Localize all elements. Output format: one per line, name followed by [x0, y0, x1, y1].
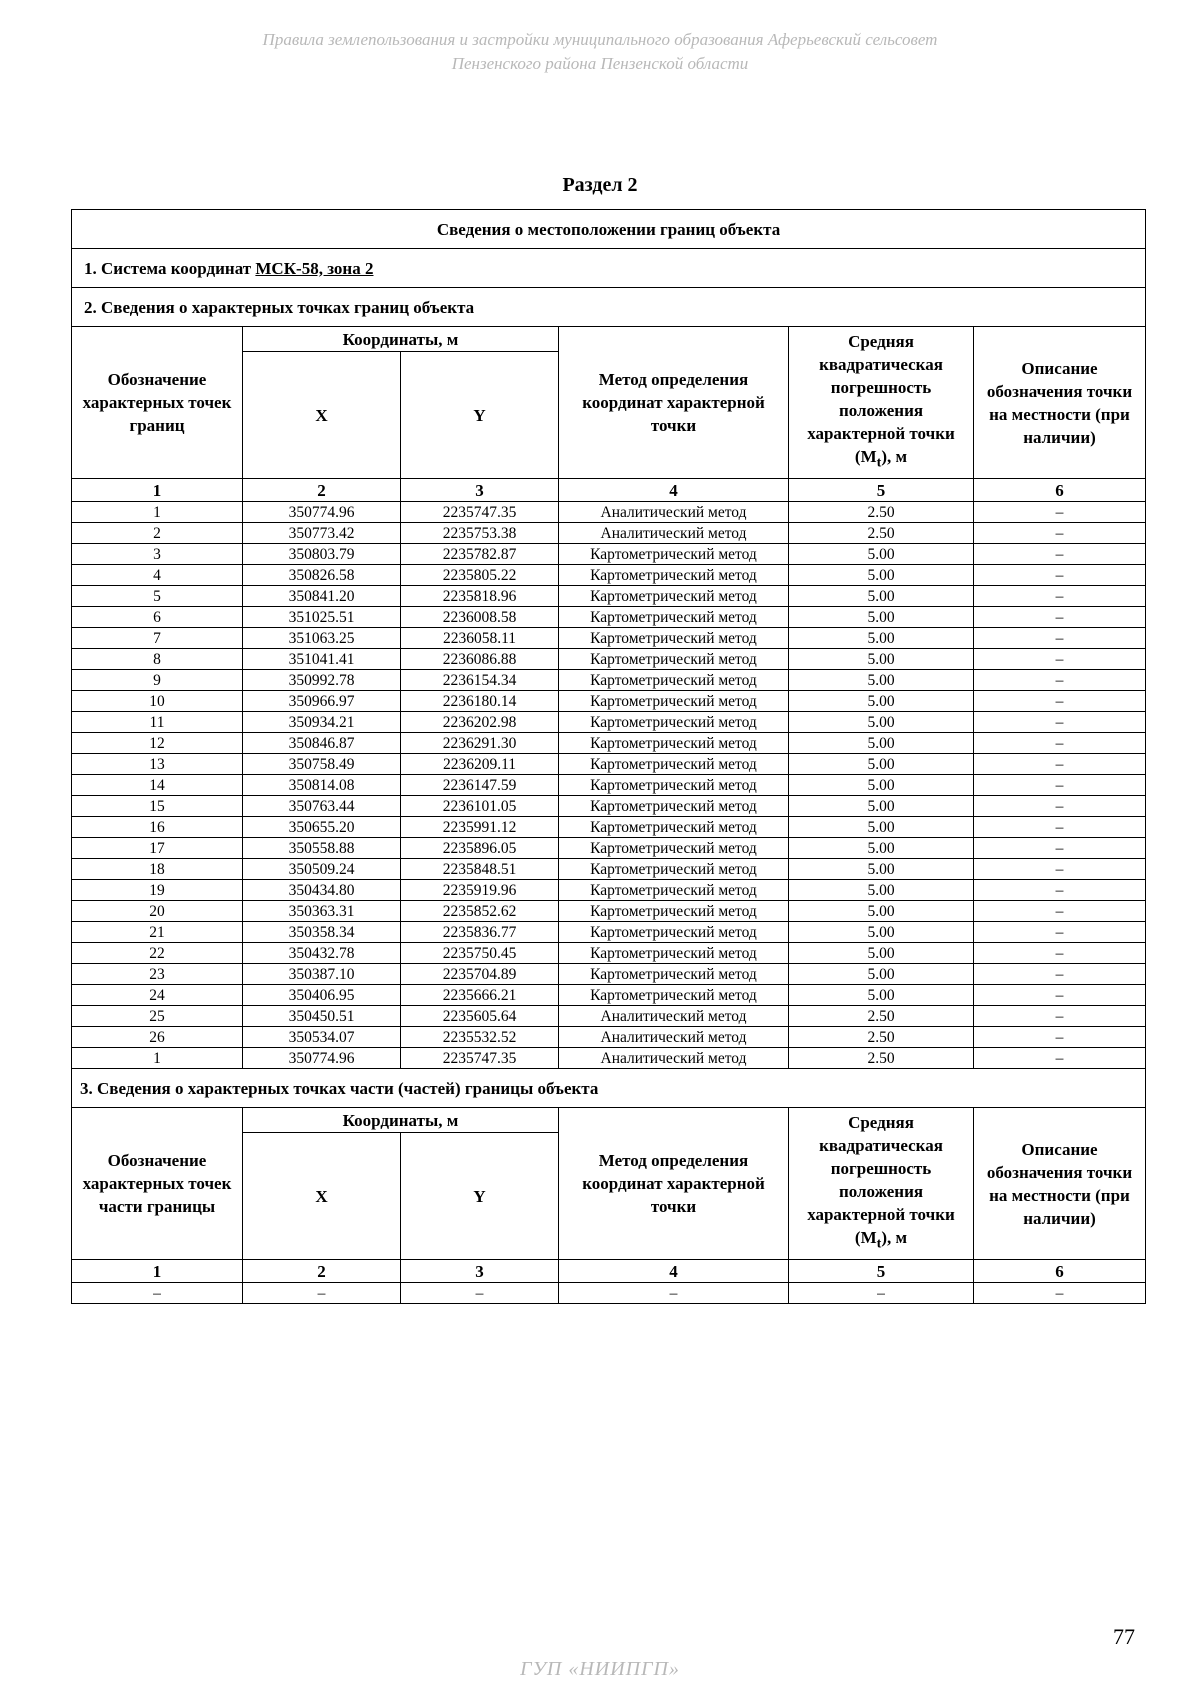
method: Аналитический метод: [559, 502, 789, 523]
description: –: [974, 544, 1146, 565]
coord-y: 2236147.59: [401, 775, 559, 796]
description: –: [974, 985, 1146, 1006]
error-value: 5.00: [789, 985, 974, 1006]
error-value: 5.00: [789, 754, 974, 775]
error-value: –: [789, 1283, 974, 1304]
coord-x: 350966.97: [243, 691, 401, 712]
header-error: Средняя квадратическая погрешность положения характерной точки $(M_t)$, м: [789, 1108, 974, 1260]
coord-y: 2235747.35: [401, 502, 559, 523]
coord-x: 350358.34: [243, 922, 401, 943]
method: Картометрический метод: [559, 712, 789, 733]
coord-x: 350363.31: [243, 901, 401, 922]
error-value: 5.00: [789, 901, 974, 922]
boundary-table: [71, 209, 1146, 1304]
error-value: 5.00: [789, 838, 974, 859]
header-y: Y: [401, 1133, 559, 1260]
error-value: 5.00: [789, 943, 974, 964]
table-row: [72, 817, 1146, 838]
points-section-title: 2. Сведения о характерных точках границ объекта: [72, 288, 1146, 327]
coord-y: 2235818.96: [401, 586, 559, 607]
method: Картометрический метод: [559, 754, 789, 775]
header-y: Y: [401, 352, 559, 479]
description: –: [974, 943, 1146, 964]
table-row: [72, 1006, 1146, 1027]
header-description: Описание обозначения точки на местности (при наличии): [974, 1108, 1146, 1260]
col-number: 2: [243, 1260, 401, 1283]
coord-x: –: [243, 1283, 401, 1304]
coord-x: 350992.78: [243, 670, 401, 691]
point-number: 5: [72, 586, 243, 607]
header-coordinates: Координаты, м: [243, 327, 559, 352]
method: Картометрический метод: [559, 628, 789, 649]
point-number: 18: [72, 859, 243, 880]
point-number: 8: [72, 649, 243, 670]
table-row: [72, 796, 1146, 817]
method: Картометрический метод: [559, 586, 789, 607]
coord-x: 351025.51: [243, 607, 401, 628]
error-value: 5.00: [789, 586, 974, 607]
description: –: [974, 754, 1146, 775]
table-row: [72, 628, 1146, 649]
coord-y: 2235805.22: [401, 565, 559, 586]
description: –: [974, 1283, 1146, 1304]
description: –: [974, 712, 1146, 733]
table-row: [72, 502, 1146, 523]
section-title: Раздел 2: [562, 174, 638, 196]
error-value: 5.00: [789, 670, 974, 691]
coord-y: 2236008.58: [401, 607, 559, 628]
point-number: 10: [72, 691, 243, 712]
table-row: [72, 1048, 1146, 1069]
header-designation-part: Обозначение характерных точек части границы: [72, 1108, 243, 1260]
description: –: [974, 523, 1146, 544]
method: Картометрический метод: [559, 880, 789, 901]
col-number: 5: [789, 479, 974, 502]
coord-x: 350387.10: [243, 964, 401, 985]
point-number: 17: [72, 838, 243, 859]
point-number: 3: [72, 544, 243, 565]
point-number: 2: [72, 523, 243, 544]
error-value: 5.00: [789, 628, 974, 649]
point-number: 21: [72, 922, 243, 943]
table-row: [72, 964, 1146, 985]
method: Картометрический метод: [559, 544, 789, 565]
error-value: 5.00: [789, 817, 974, 838]
coord-y: 2236058.11: [401, 628, 559, 649]
method: –: [559, 1283, 789, 1304]
coord-y: 2235896.05: [401, 838, 559, 859]
point-number: 1: [72, 1048, 243, 1069]
header-x: X: [243, 352, 401, 479]
coord-y: 2236209.11: [401, 754, 559, 775]
col-number: 3: [401, 479, 559, 502]
error-value: 5.00: [789, 691, 974, 712]
coord-x: 350934.21: [243, 712, 401, 733]
error-value: 5.00: [789, 565, 974, 586]
parts-section-title: 3. Сведения о характерных точках части (частей) границы объекта: [72, 1069, 1146, 1108]
coord-y: 2235991.12: [401, 817, 559, 838]
description: –: [974, 817, 1146, 838]
coord-x: 350434.80: [243, 880, 401, 901]
table-row: [72, 586, 1146, 607]
coord-y: 2235782.87: [401, 544, 559, 565]
coord-y: –: [401, 1283, 559, 1304]
coord-x: 350758.49: [243, 754, 401, 775]
col-number: 3: [401, 1260, 559, 1283]
point-number: 4: [72, 565, 243, 586]
description: –: [974, 922, 1146, 943]
table-row: [72, 985, 1146, 1006]
method: Картометрический метод: [559, 565, 789, 586]
point-number: 12: [72, 733, 243, 754]
header-x: X: [243, 1133, 401, 1260]
table-row: [72, 838, 1146, 859]
coord-y: 2236101.05: [401, 796, 559, 817]
header-designation: Обозначение характерных точек границ: [72, 327, 243, 479]
table-row: [72, 754, 1146, 775]
column-number-row: [72, 479, 1146, 502]
coord-y: 2235836.77: [401, 922, 559, 943]
coord-x: 350432.78: [243, 943, 401, 964]
point-number: 20: [72, 901, 243, 922]
method: Картометрический метод: [559, 922, 789, 943]
method: Картометрический метод: [559, 775, 789, 796]
error-value: 2.50: [789, 523, 974, 544]
method: Аналитический метод: [559, 1048, 789, 1069]
coord-x: 350450.51: [243, 1006, 401, 1027]
point-number: 26: [72, 1027, 243, 1048]
col-number: 6: [974, 479, 1146, 502]
coord-x: 350558.88: [243, 838, 401, 859]
method: Картометрический метод: [559, 943, 789, 964]
point-number: 25: [72, 1006, 243, 1027]
description: –: [974, 502, 1146, 523]
running-header: [0, 28, 1200, 76]
page-number: 77: [1113, 1624, 1135, 1649]
error-value: 5.00: [789, 649, 974, 670]
coord-x: 351041.41: [243, 649, 401, 670]
method: Картометрический метод: [559, 985, 789, 1006]
coord-y: 2235753.38: [401, 523, 559, 544]
description: –: [974, 1006, 1146, 1027]
point-number: 13: [72, 754, 243, 775]
coord-y: 2235666.21: [401, 985, 559, 1006]
table-row: [72, 691, 1146, 712]
header-line-2: Пензенского района Пензенской области: [451, 54, 749, 73]
coord-x: 350774.96: [243, 1048, 401, 1069]
point-number: 11: [72, 712, 243, 733]
description: –: [974, 964, 1146, 985]
coord-x: 350509.24: [243, 859, 401, 880]
method: Картометрический метод: [559, 607, 789, 628]
method: Картометрический метод: [559, 670, 789, 691]
point-number: –: [72, 1283, 243, 1304]
coord-y: 2236086.88: [401, 649, 559, 670]
description: –: [974, 1048, 1146, 1069]
coord-x: 350406.95: [243, 985, 401, 1006]
coord-system-value: МСК-58, зона 2: [255, 258, 374, 278]
method: Картометрический метод: [559, 649, 789, 670]
point-number: 6: [72, 607, 243, 628]
coord-x: 350814.08: [243, 775, 401, 796]
coord-y: 2236202.98: [401, 712, 559, 733]
method: Картометрический метод: [559, 838, 789, 859]
error-value: 5.00: [789, 775, 974, 796]
description: –: [974, 775, 1146, 796]
table-row: [72, 859, 1146, 880]
col-number: 4: [559, 479, 789, 502]
error-value: 2.50: [789, 502, 974, 523]
coord-x: 350846.87: [243, 733, 401, 754]
table-row: [72, 775, 1146, 796]
table-row: [72, 1027, 1146, 1048]
coord-system-label: 1. Система координат: [84, 258, 252, 278]
coord-x: 350826.58: [243, 565, 401, 586]
header-coordinates: Координаты, м: [243, 1108, 559, 1133]
description: –: [974, 901, 1146, 922]
col-number: 1: [72, 479, 243, 502]
description: –: [974, 649, 1146, 670]
coord-y: 2235704.89: [401, 964, 559, 985]
point-number: 1: [72, 502, 243, 523]
method: Картометрический метод: [559, 733, 789, 754]
description: –: [974, 880, 1146, 901]
method: Картометрический метод: [559, 691, 789, 712]
table-row: [72, 670, 1146, 691]
coord-x: 350763.44: [243, 796, 401, 817]
col-number: 6: [974, 1260, 1146, 1283]
method: Картометрический метод: [559, 859, 789, 880]
table-row: [72, 544, 1146, 565]
footer: ГУП «НИИПГП»: [520, 1658, 680, 1680]
point-number: 7: [72, 628, 243, 649]
coord-y: 2235605.64: [401, 1006, 559, 1027]
coord-x: 350773.42: [243, 523, 401, 544]
header-method: Метод определения координат характерной точки: [559, 1108, 789, 1260]
error-value: 2.50: [789, 1027, 974, 1048]
method: Аналитический метод: [559, 523, 789, 544]
method: Картометрический метод: [559, 796, 789, 817]
coord-x: 350534.07: [243, 1027, 401, 1048]
coord-y: 2236154.34: [401, 670, 559, 691]
table-row: [72, 901, 1146, 922]
col-number: 1: [72, 1260, 243, 1283]
point-number: 19: [72, 880, 243, 901]
column-number-row: [72, 1260, 1146, 1283]
description: –: [974, 859, 1146, 880]
table-row: [72, 712, 1146, 733]
coord-y: 2236291.30: [401, 733, 559, 754]
description: –: [974, 586, 1146, 607]
error-value: 5.00: [789, 733, 974, 754]
error-value: 5.00: [789, 712, 974, 733]
coord-y: 2235852.62: [401, 901, 559, 922]
error-value: 5.00: [789, 880, 974, 901]
col-number: 5: [789, 1260, 974, 1283]
table-banner: Сведения о местоположении границ объекта: [72, 210, 1146, 249]
coord-x: 350803.79: [243, 544, 401, 565]
description: –: [974, 565, 1146, 586]
method: Картометрический метод: [559, 817, 789, 838]
description: –: [974, 628, 1146, 649]
error-value: 5.00: [789, 544, 974, 565]
error-value: 5.00: [789, 607, 974, 628]
error-value: 5.00: [789, 796, 974, 817]
description: –: [974, 796, 1146, 817]
coord-y: 2235747.35: [401, 1048, 559, 1069]
error-value: 5.00: [789, 922, 974, 943]
coord-y: 2235532.52: [401, 1027, 559, 1048]
description: –: [974, 1027, 1146, 1048]
description: –: [974, 691, 1146, 712]
description: –: [974, 838, 1146, 859]
error-value: 2.50: [789, 1006, 974, 1027]
method: Аналитический метод: [559, 1006, 789, 1027]
header-error: Средняя квадратическая погрешность положения характерной точки $(M_t)$, м: [789, 327, 974, 479]
table-row: [72, 922, 1146, 943]
error-value: 2.50: [789, 1048, 974, 1069]
description: –: [974, 670, 1146, 691]
method: Картометрический метод: [559, 964, 789, 985]
point-number: 16: [72, 817, 243, 838]
table-row: [72, 943, 1146, 964]
error-value: 5.00: [789, 964, 974, 985]
point-number: 23: [72, 964, 243, 985]
header-description: Описание обозначения точки на местности (при наличии): [974, 327, 1146, 479]
table-row: [72, 733, 1146, 754]
coord-x: 350841.20: [243, 586, 401, 607]
table-row: [72, 649, 1146, 670]
method: Аналитический метод: [559, 1027, 789, 1048]
point-number: 24: [72, 985, 243, 1006]
point-number: 9: [72, 670, 243, 691]
description: –: [974, 607, 1146, 628]
method: Картометрический метод: [559, 901, 789, 922]
coord-y: 2235750.45: [401, 943, 559, 964]
coord-y: 2235848.51: [401, 859, 559, 880]
table-row: [72, 607, 1146, 628]
coord-y: 2235919.96: [401, 880, 559, 901]
coord-y: 2236180.14: [401, 691, 559, 712]
coord-x: 351063.25: [243, 628, 401, 649]
description: –: [974, 733, 1146, 754]
table-row: [72, 880, 1146, 901]
coord-x: 350655.20: [243, 817, 401, 838]
col-number: 2: [243, 479, 401, 502]
point-number: 15: [72, 796, 243, 817]
table-row: [72, 523, 1146, 544]
header-line-1: Правила землепользования и застройки муниципального образования Аферьевский сельсовет: [262, 30, 938, 49]
table-row: [72, 565, 1146, 586]
coord-system-row: [72, 249, 1146, 288]
header-method: Метод определения координат характерной точки: [559, 327, 789, 479]
col-number: 4: [559, 1260, 789, 1283]
table-row: [72, 1283, 1146, 1304]
coord-x: 350774.96: [243, 502, 401, 523]
point-number: 22: [72, 943, 243, 964]
point-number: 14: [72, 775, 243, 796]
error-value: 5.00: [789, 859, 974, 880]
